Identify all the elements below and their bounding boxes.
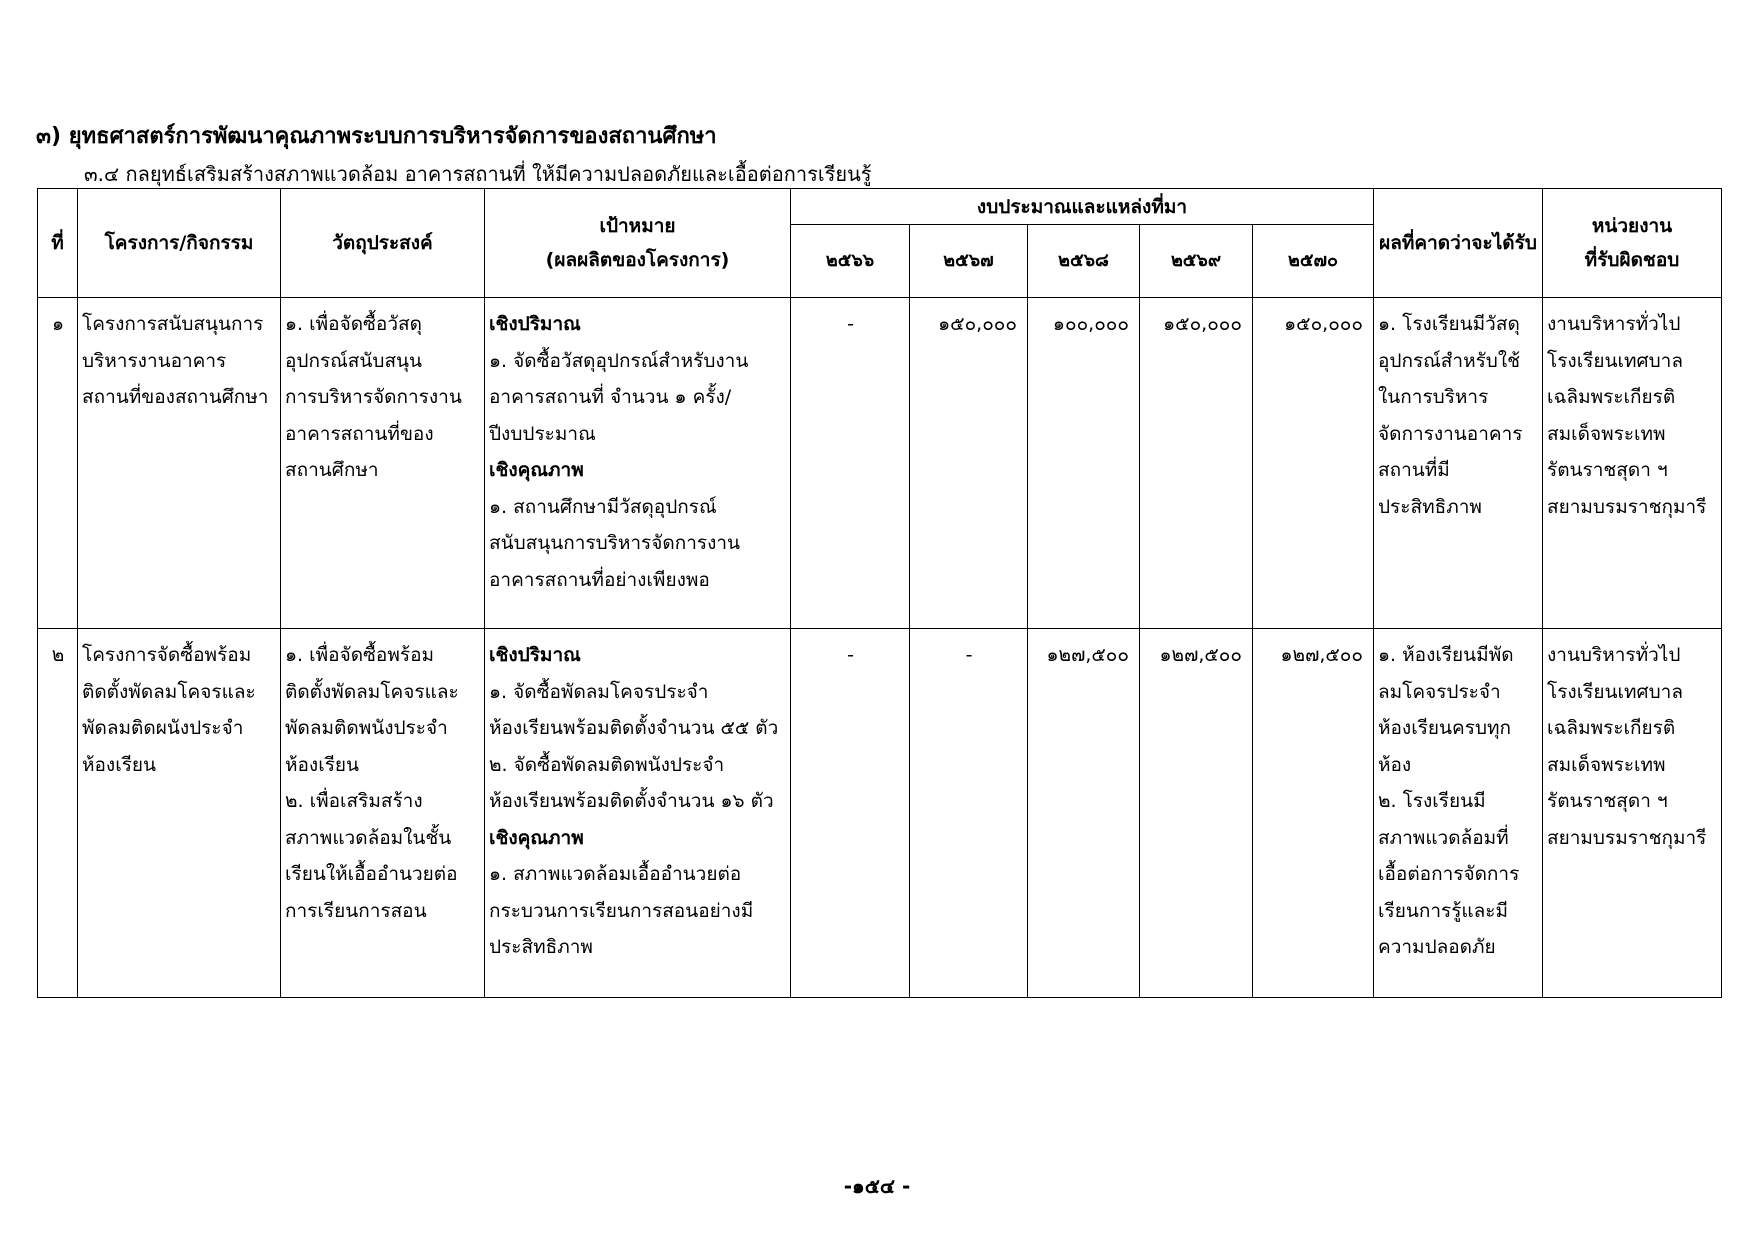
header-objective: วัตถุประสงค์ xyxy=(281,189,485,298)
objective-line: การบริหารจัดการงาน xyxy=(285,386,462,408)
quality-label: เชิงคุณภาพ xyxy=(489,459,584,481)
budget-cell: - xyxy=(791,629,910,998)
target-quality-line: กระบวนการเรียนการสอนอย่างมี xyxy=(489,899,754,922)
target-quantity-line: ๒. จัดซื้อพัดลมติดพนังประจำ xyxy=(489,753,725,776)
objective-cell xyxy=(281,298,485,629)
project-cell xyxy=(78,298,281,629)
expected-result-cell xyxy=(1374,298,1543,629)
header-no: ที่ xyxy=(38,189,78,298)
objective-line: ๑. เพื่อจัดซื้อวัสดุ xyxy=(285,313,422,335)
table-row xyxy=(38,629,1722,998)
expected-line: ๑. โรงเรียนมีวัสดุ xyxy=(1378,313,1520,335)
target-quantity-line: ห้องเรียนพร้อมติดตั้งจำนวน ๕๕ ตัว xyxy=(489,717,779,739)
project-line: โครงการสนับสนุนการ xyxy=(82,313,264,335)
budget-cell: - xyxy=(910,629,1028,998)
expected-line: ๑. ห้องเรียนมีพัด xyxy=(1378,644,1514,666)
strategy-subheading: ๓.๔ กลยุทธ์เสริมสร้างสภาพแวดล้อม อาคารสถานที่ ให้มีความปลอดภัยและเอื้อต่อการเรียนรู้ xyxy=(84,162,872,186)
expected-line: ประสิทธิภาพ xyxy=(1378,495,1482,518)
target-quality-line: ๑. สถานศึกษามีวัสดุอุปกรณ์ xyxy=(489,495,717,518)
expected-result-cell xyxy=(1374,629,1543,998)
responsible-line: งานบริหารทั่วไป xyxy=(1547,644,1681,666)
objective-line: ๑. เพื่อจัดซื้อพร้อม xyxy=(285,644,435,666)
target-quality-line: ๑. สภาพแวดล้อมเอื้ออำนวยต่อ xyxy=(489,863,742,885)
quantity-label: เชิงปริมาณ xyxy=(489,644,581,666)
target-quantity-line: ปีงบประมาณ xyxy=(489,422,596,445)
header-year: ๒๕๖๘ xyxy=(1028,225,1140,298)
project-line: บริหารงานอาคาร xyxy=(82,349,227,372)
strategy-plan-table xyxy=(37,188,1722,998)
project-line: ห้องเรียน xyxy=(82,753,157,776)
responsible-line: สยามบรมราชกุมารี xyxy=(1547,826,1707,849)
expected-line: เรียนการรู้และมี xyxy=(1378,899,1509,922)
header-year: ๒๕๖๗ xyxy=(910,225,1028,298)
responsible-line: รัตนราชสุดา ฯ xyxy=(1547,790,1668,812)
target-quality-line: สนับสนุนการบริหารจัดการงาน xyxy=(489,532,741,554)
responsible-line: สมเด็จพระเทพ xyxy=(1547,753,1666,776)
responsible-line: งานบริหารทั่วไป xyxy=(1547,313,1681,335)
target-quality-line: อาคารสถานที่อย่างเพียงพอ xyxy=(489,568,710,591)
responsible-unit-cell xyxy=(1543,629,1722,998)
budget-cell: ๑๐๐,๐๐๐ xyxy=(1028,298,1140,629)
objective-line: ห้องเรียน xyxy=(285,753,360,776)
expected-line: ห้อง xyxy=(1378,753,1412,776)
objective-line: พัดลมติดพนังประจำ xyxy=(285,717,448,739)
responsible-line: โรงเรียนเทศบาล xyxy=(1547,349,1683,372)
header-year: ๒๕๗๐ xyxy=(1253,225,1374,298)
project-line: พัดลมติดผนังประจำ xyxy=(82,717,244,739)
budget-cell: ๑๒๗,๕๐๐ xyxy=(1140,629,1253,998)
expected-line: ลมโคจรประจำ xyxy=(1378,680,1501,703)
expected-line: ความปลอดภัย xyxy=(1378,936,1496,958)
header-target-line2: (ผลผลิตของโครงการ) xyxy=(545,249,730,271)
header-responsible xyxy=(1543,189,1722,298)
expected-line: ห้องเรียนครบทุก xyxy=(1378,717,1512,739)
header-expected: ผลที่คาดว่าจะได้รับ xyxy=(1374,189,1543,298)
header-project: โครงการ/กิจกรรม xyxy=(78,189,281,298)
project-line: ติดตั้งพัดลมโคจรและ xyxy=(82,680,256,703)
header-responsible-line1: หน่วยงาน xyxy=(1591,215,1673,237)
target-quantity-line: อาคารสถานที่ จำนวน ๑ ครั้ง/ xyxy=(489,386,732,408)
expected-line: เอื้อต่อการจัดการ xyxy=(1378,863,1520,885)
objective-line: การเรียนการสอน xyxy=(285,899,427,922)
responsible-unit-cell xyxy=(1543,298,1722,629)
project-line: สถานที่ของสถานศึกษา xyxy=(82,386,269,408)
responsible-line: สยามบรมราชกุมารี xyxy=(1547,495,1707,518)
expected-line: อุปกรณ์สำหรับใช้ xyxy=(1378,349,1521,372)
budget-cell: - xyxy=(791,298,910,629)
target-quantity-line: ๑. จัดซื้อวัสดุอุปกรณ์สำหรับงาน xyxy=(489,349,749,372)
budget-cell: ๑๕๐,๐๐๐ xyxy=(1253,298,1374,629)
quality-label: เชิงคุณภาพ xyxy=(489,826,584,849)
project-line: โครงการจัดซื้อพร้อม xyxy=(82,644,252,666)
header-budget: งบประมาณและแหล่งที่มา xyxy=(791,189,1374,225)
table-header-row xyxy=(38,189,1722,225)
objective-line: สภาพแวดล้อมในชั้น xyxy=(285,826,452,849)
expected-line: จัดการงานอาคาร xyxy=(1378,422,1523,445)
responsible-line: รัตนราชสุดา ฯ xyxy=(1547,459,1668,481)
responsible-line: เฉลิมพระเกียรติ xyxy=(1547,386,1676,408)
table-row xyxy=(38,298,1722,629)
responsible-line: โรงเรียนเทศบาล xyxy=(1547,680,1683,703)
budget-cell: ๑๕๐,๐๐๐ xyxy=(910,298,1028,629)
objective-line: อาคารสถานที่ของ xyxy=(285,422,434,445)
objective-line: อุปกรณ์สนับสนุน xyxy=(285,349,423,372)
section-heading: ๓) ยุทธศาสตร์การพัฒนาคุณภาพระบบการบริหารจัดการของสถานศึกษา xyxy=(36,124,717,149)
header-year: ๒๕๖๙ xyxy=(1140,225,1253,298)
objective-line: ติดตั้งพัดลมโคจรและ xyxy=(285,680,459,703)
target-cell xyxy=(485,298,791,629)
expected-line: สภาพแวดล้อมที่ xyxy=(1378,826,1509,849)
objective-line: ๒. เพื่อเสริมสร้าง xyxy=(285,790,423,812)
header-year: ๒๕๖๖ xyxy=(791,225,910,298)
target-cell xyxy=(485,629,791,998)
row-number: ๒ xyxy=(38,629,78,998)
header-target-line1: เป้าหมาย xyxy=(599,215,676,237)
header-target xyxy=(485,189,791,298)
expected-line: ๒. โรงเรียนมี xyxy=(1378,790,1486,812)
responsible-line: เฉลิมพระเกียรติ xyxy=(1547,717,1676,739)
expected-line: ในการบริหาร xyxy=(1378,386,1489,408)
quantity-label: เชิงปริมาณ xyxy=(489,313,581,335)
responsible-line: สมเด็จพระเทพ xyxy=(1547,422,1666,445)
project-cell xyxy=(78,629,281,998)
objective-line: เรียนให้เอื้ออำนวยต่อ xyxy=(285,863,458,885)
target-quantity-line: ห้องเรียนพร้อมติดตั้งจำนวน ๑๖ ตัว xyxy=(489,790,774,812)
target-quantity-line: ๑. จัดซื้อพัดลมโคจรประจำ xyxy=(489,680,709,703)
budget-cell: ๑๒๗,๕๐๐ xyxy=(1028,629,1140,998)
objective-cell xyxy=(281,629,485,998)
header-responsible-line2: ที่รับผิดชอบ xyxy=(1584,249,1680,271)
target-quality-line: ประสิทธิภาพ xyxy=(489,936,593,958)
budget-cell: ๑๕๐,๐๐๐ xyxy=(1140,298,1253,629)
objective-line: สถานศึกษา xyxy=(285,459,379,481)
page-number: -๑๕๔ - xyxy=(843,1174,911,1198)
budget-cell: ๑๒๗,๕๐๐ xyxy=(1253,629,1374,998)
row-number: ๑ xyxy=(38,298,78,629)
expected-line: สถานที่มี xyxy=(1378,459,1450,481)
